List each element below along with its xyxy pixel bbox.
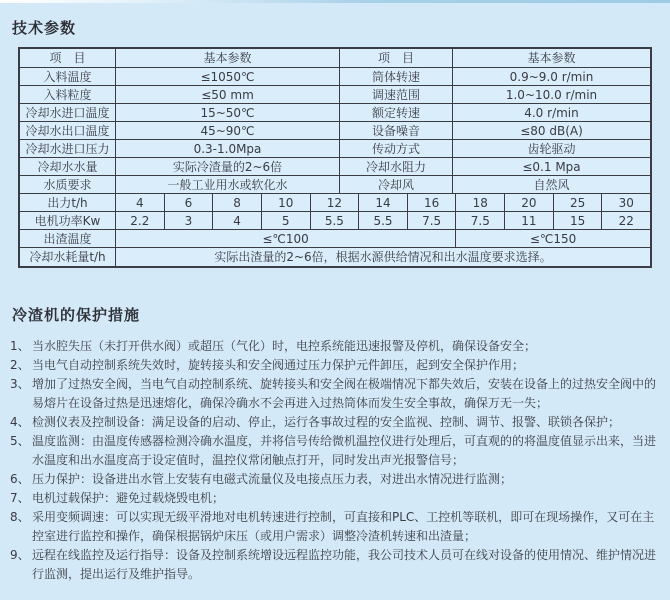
param-label: 冷却水水量 bbox=[20, 158, 115, 175]
section-title-technical-parameters: 技术参数 bbox=[12, 19, 77, 37]
slag-temp-left-value: ≤℃100 bbox=[115, 230, 455, 247]
param-value: ≤1050℃ bbox=[115, 68, 339, 85]
top-gradient-bar bbox=[0, 0, 670, 3]
technical-parameters-table bbox=[18, 47, 652, 268]
slag-temperature-row bbox=[20, 229, 650, 247]
list-item-text: 增加了过热安全阀，当电气自动控制系统、旋转接头和安全阀在极端情况下都失效后，安装在设备上的过热安全阀中的易熔片在设备过热是迅速熔化，确保冷确水不会再进入过热筒体而发生安全事故，确保万无一失； bbox=[32, 377, 657, 410]
list-item-text: 远程在线监控及运行指导：设备及控制系统增设远程监控功能，我公司技术人员可在线对设备的使用情况、维护情况进行监测，提出运行及维护指导。 bbox=[32, 548, 657, 581]
param-value: ≤0.1 Mpa bbox=[452, 158, 650, 175]
output-value: 4 bbox=[115, 194, 164, 211]
param-value: 一般工业用水或软化水 bbox=[115, 176, 339, 193]
cooling-water-consumption-row bbox=[20, 247, 650, 266]
param-value: 1.0~10.0 r/min bbox=[452, 86, 650, 103]
power-value: 4 bbox=[212, 212, 261, 229]
list-item-number: 2、 bbox=[10, 358, 30, 372]
power-value: 5.5 bbox=[310, 212, 359, 229]
table-header-row bbox=[20, 49, 650, 67]
table-row bbox=[20, 175, 650, 193]
list-item-number: 6、 bbox=[10, 472, 30, 486]
column-header-item-left: 项 目 bbox=[20, 49, 115, 67]
power-value: 3 bbox=[164, 212, 213, 229]
param-value: 45~90℃ bbox=[115, 122, 339, 139]
output-value: 20 bbox=[504, 194, 553, 211]
list-item-number: 5、 bbox=[10, 434, 30, 448]
list-item-text: 温度监测：由温度传感器检测冷确水温度，并将信号传给微机温控仪进行处理后，可直观的的将温度值显示出来，当进水温度和出水温度高于设定值时，温控仪常闭触点打开，同时发出声光报警信号； bbox=[32, 434, 657, 467]
param-value: 实际冷渣量的2~6倍 bbox=[115, 158, 339, 175]
param-label: 传动方式 bbox=[339, 140, 452, 157]
param-label: 冷却水阻力 bbox=[339, 158, 452, 175]
param-label: 出渣温度 bbox=[20, 230, 115, 247]
param-value: 齿轮驱动 bbox=[452, 140, 650, 157]
column-header-basic-params-left: 基本参数 bbox=[115, 49, 339, 67]
output-value: 14 bbox=[358, 194, 407, 211]
param-value: 4.0 r/min bbox=[452, 104, 650, 121]
table-row bbox=[20, 67, 650, 85]
list-item-text: 采用变频调速：可以实现无级平滑地对电机转速进行控制，可直接和PLC、工控机等联机，即可在现场操作，又可在主控室进行监控和操作，确保根据锅炉床压（或用户需求）调整冷渣机转速和出渣量； bbox=[32, 510, 655, 543]
param-label: 冷却风 bbox=[339, 176, 452, 193]
output-value: 18 bbox=[455, 194, 504, 211]
output-value: 30 bbox=[601, 194, 650, 211]
power-value: 2.2 bbox=[115, 212, 164, 229]
table-row bbox=[20, 157, 650, 175]
table-row bbox=[20, 121, 650, 139]
param-label: 筒体转速 bbox=[339, 68, 452, 85]
param-label: 冷却水耗量t/h bbox=[20, 248, 115, 266]
list-item-number: 8、 bbox=[10, 510, 30, 524]
section-title-protection-measures: 冷渣机的保护措施 bbox=[12, 306, 141, 324]
output-value: 12 bbox=[310, 194, 359, 211]
param-value: 0.3-1.0Mpa bbox=[115, 140, 339, 157]
list-item-number: 7、 bbox=[10, 491, 30, 505]
cooling-water-consumption-value: 实际出渣量的2~6倍，根据水源供给情况和出水温度要求选择。 bbox=[115, 248, 650, 266]
param-value: 15~50℃ bbox=[115, 104, 339, 121]
param-label: 额定转速 bbox=[339, 104, 452, 121]
motor-power-row bbox=[20, 211, 650, 229]
list-item-number: 1、 bbox=[10, 339, 30, 353]
list-item bbox=[10, 413, 660, 432]
power-value: 5 bbox=[261, 212, 310, 229]
column-header-basic-params-right: 基本参数 bbox=[452, 49, 650, 67]
param-label: 出力t/h bbox=[20, 194, 115, 211]
output-value: 25 bbox=[553, 194, 602, 211]
param-label: 调速范围 bbox=[339, 86, 452, 103]
list-item-number: 3、 bbox=[10, 377, 30, 391]
list-item-text: 当电气自动控制系统失效时，旋转接头和安全阀通过压力保护元件卸压，起到安全保护作用； bbox=[32, 358, 525, 372]
output-value: 6 bbox=[164, 194, 213, 211]
list-item-number: 9、 bbox=[10, 548, 30, 562]
param-value: ≤50 mm bbox=[115, 86, 339, 103]
param-value: ≤80 dB(A) bbox=[452, 122, 650, 139]
list-item bbox=[10, 432, 660, 470]
list-item-text: 检测仪表及控制设备：满足设备的启动、停止，运行各事故过程的安全监视、控制、调节、报警、联锁各保护； bbox=[32, 415, 621, 429]
param-label: 入料温度 bbox=[20, 68, 115, 85]
param-label: 冷却水出口温度 bbox=[20, 122, 115, 139]
table-row bbox=[20, 103, 650, 121]
param-label: 电机功率Kw bbox=[20, 212, 115, 229]
power-value: 7.5 bbox=[455, 212, 504, 229]
param-value: 自然风 bbox=[452, 176, 650, 193]
param-label: 入料粒度 bbox=[20, 86, 115, 103]
list-item bbox=[10, 508, 660, 546]
output-value: 8 bbox=[212, 194, 261, 211]
param-label: 水质要求 bbox=[20, 176, 115, 193]
param-label: 冷却水进口温度 bbox=[20, 104, 115, 121]
power-value: 5.5 bbox=[358, 212, 407, 229]
list-item bbox=[10, 546, 660, 584]
output-value: 16 bbox=[407, 194, 456, 211]
param-label: 冷却水进口压力 bbox=[20, 140, 115, 157]
table-row bbox=[20, 85, 650, 103]
power-value: 15 bbox=[553, 212, 602, 229]
list-item bbox=[10, 375, 660, 413]
list-item bbox=[10, 356, 660, 375]
table-row bbox=[20, 139, 650, 157]
list-item-text: 电机过载保护：避免过载烧毁电机； bbox=[32, 491, 225, 505]
power-value: 7.5 bbox=[407, 212, 456, 229]
list-item bbox=[10, 489, 660, 508]
power-value: 11 bbox=[504, 212, 553, 229]
protection-measures-list bbox=[10, 337, 660, 584]
param-label: 设备噪音 bbox=[339, 122, 452, 139]
list-item-text: 压力保护：设备进出水管上安装有电磁式流量仪及电接点压力表，对进出水情况进行监测； bbox=[32, 472, 513, 486]
output-row bbox=[20, 193, 650, 211]
list-item-number: 4、 bbox=[10, 415, 30, 429]
list-item bbox=[10, 337, 660, 356]
list-item bbox=[10, 470, 660, 489]
output-value: 10 bbox=[261, 194, 310, 211]
column-header-item-right: 项 目 bbox=[339, 49, 452, 67]
param-value: 0.9~9.0 r/min bbox=[452, 68, 650, 85]
list-item-text: 当水腔失压（未打开供水阀）或超压（气化）时，电控系统能迅速报警及停机，确保设备安全； bbox=[32, 339, 537, 353]
power-value: 22 bbox=[601, 212, 650, 229]
slag-temp-right-value: ≤℃150 bbox=[455, 230, 650, 247]
